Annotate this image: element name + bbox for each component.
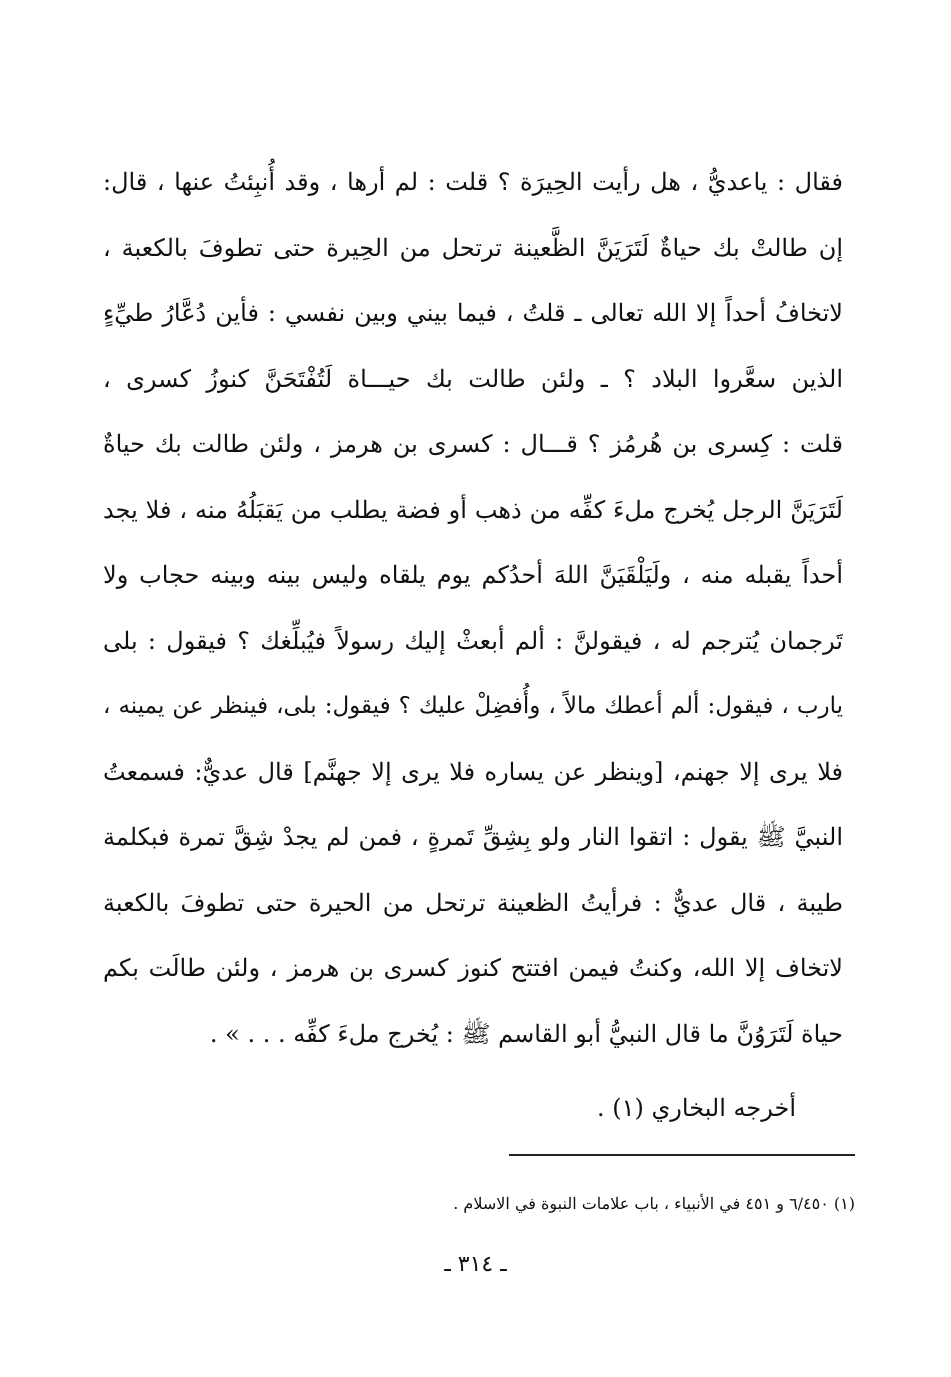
footnote-separator bbox=[509, 1154, 855, 1156]
text-line: حياة لَتَرَوُنَّ ما قال النبيُّ أبو القاسم ﷺ : يُخرج ملءَ كفِّه . . . » . bbox=[209, 1019, 843, 1048]
text-line: أحداً يقبله منه ، ولَيَلْقَيَنَّ اللهَ أحدُكم يوم يلقاه وليس بينه وبينه حجاب ولا bbox=[103, 561, 843, 589]
text-line: طيبة ، قال عديٌّ : فرأيتُ الظعينة ترتحل من الحيرة حتى تطوفَ بالكعبة bbox=[103, 888, 843, 917]
text-line: لَتَرَيَنَّ الرجل يُخرج ملءَ كفِّه من ذهب أو فضة يطلب من يَقبَلُهُ منه ، فلا يجد bbox=[103, 495, 843, 524]
text-line: لاتخاف إلا الله، وكنتُ فيمن افتتح كنوز كسرى بن هرمز ، ولئن طالَت بكم bbox=[103, 954, 843, 982]
text-line: الذين سعَّروا البلاد ؟ ـ ولئن طالت بك حيـــاة لَتُفْتَحَنَّ كنوزُ كسرى ، bbox=[103, 364, 843, 393]
source-attribution: أخرجه البخاري (١) . bbox=[597, 1094, 796, 1122]
main-text-block bbox=[103, 150, 843, 1067]
text-line: لاتخافُ أحداً إلا الله تعالى ـ قلتُ ، فيما بيني وبين نفسي : فأين دُعَّارُ طيِّءٍ bbox=[103, 299, 843, 327]
text-line: تَرجمان يُترجم له ، فيقولنَّ : ألم أبعثْ إليك رسولاً فيُبلِّغك ؟ فيقول : بلى bbox=[103, 626, 843, 655]
text-line: النبيَّ ﷺ يقول : اتقوا النار ولو بِشِقِّ تَمرةٍ ، فمن لم يجدْ شِقَّ تمرة فبكلمة bbox=[103, 823, 843, 851]
text-line: قلت : كِسرى بن هُرمُز ؟ قـــال : كسرى بن هرمز ، ولئن طالت بك حياةٌ bbox=[103, 430, 843, 458]
text-line: يارب ، فيقول: ألم أعطك مالاً ، وأُفضِلْ عليك ؟ فيقول: بلى، فينظر عن يمينه ، bbox=[103, 693, 843, 719]
footnote: (١) ٦/٤٥٠ و ٤٥١ في الأنبياء ، باب علامات النبوة في الاسلام . bbox=[453, 1194, 855, 1213]
text-line: إن طالتْ بك حياةٌ لَتَرَيَنَّ الظَّعينة ترتحل من الحِيرة حتى تطوفَ بالكعبة ، bbox=[103, 233, 843, 262]
page-number: ـ ٣١٤ ـ bbox=[444, 1252, 507, 1277]
text-line: فقال : ياعديُّ ، هل رأيت الحِيرَة ؟ قلت : لم أرها ، وقد أُنبِئتُ عنها ، قال: bbox=[103, 168, 843, 196]
text-line: فلا يرى إلا جهنم، [وينظر عن يساره فلا يرى إلا جهنَّم] قال عديٌّ: فسمعتُ bbox=[103, 757, 843, 786]
